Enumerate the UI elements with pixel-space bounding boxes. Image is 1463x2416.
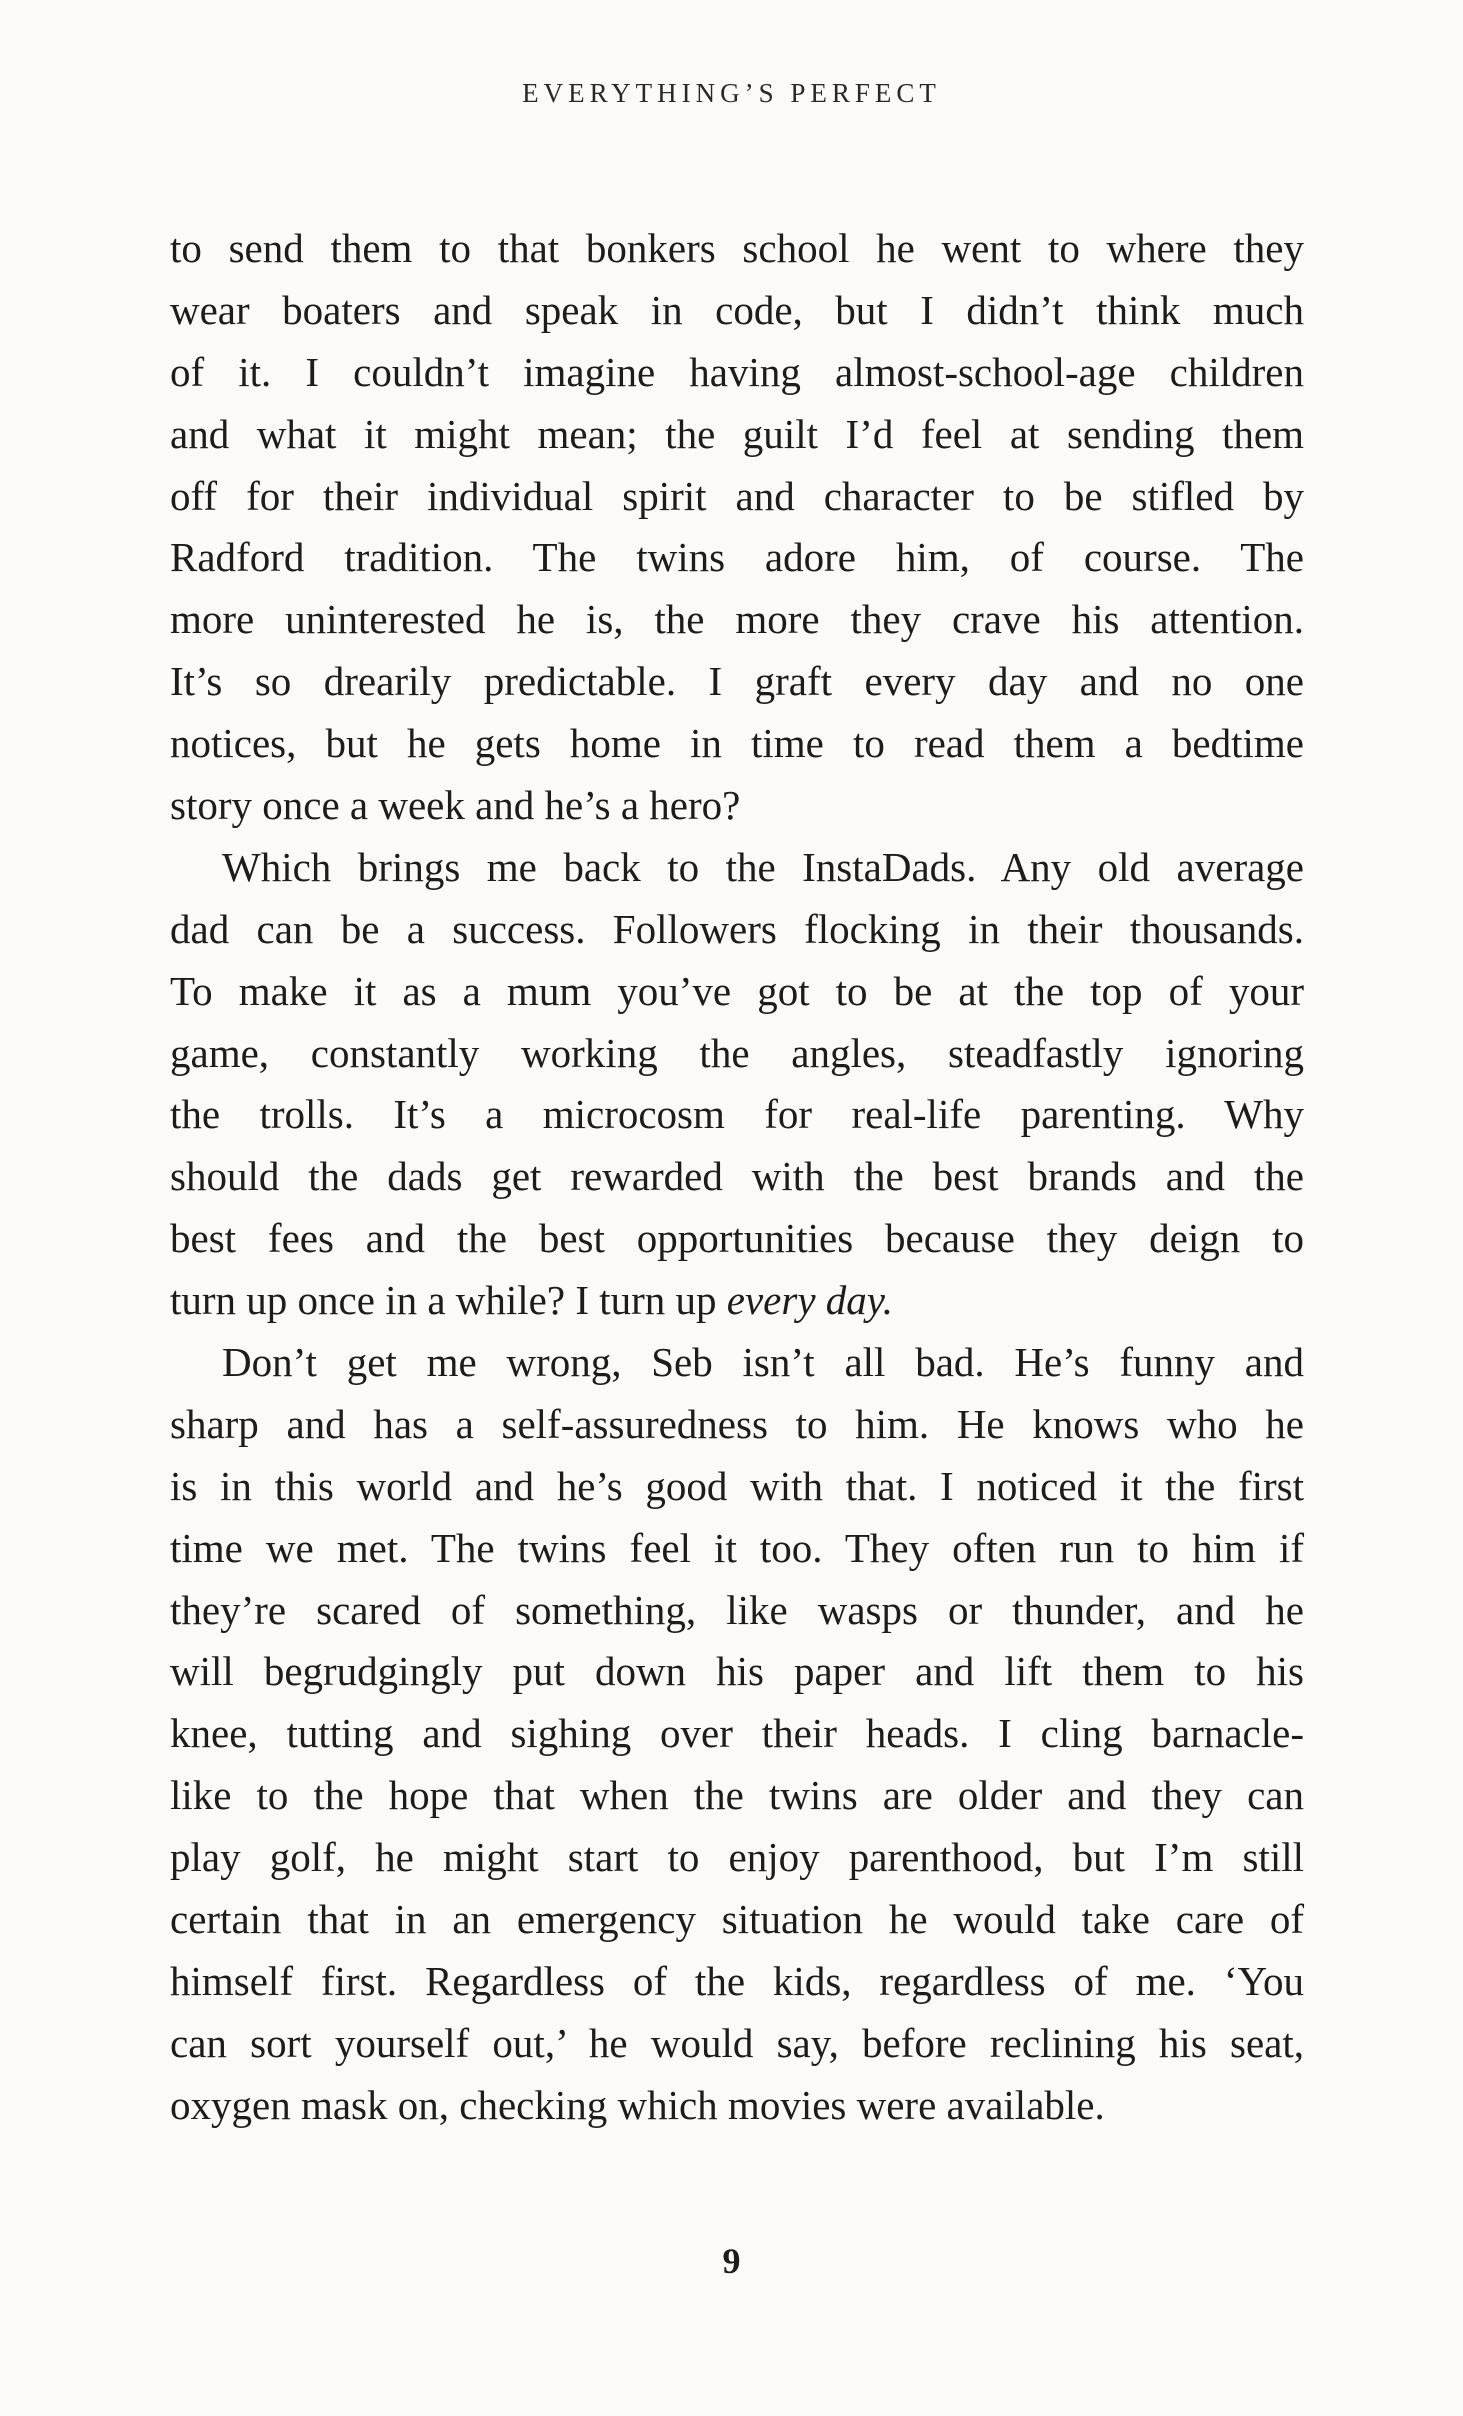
text-line: time we met. The twins feel it too. They often run to him if xyxy=(170,1524,1304,1571)
text-line: off for their individual spirit and character to be stifled by xyxy=(170,472,1304,519)
page-number: 9 xyxy=(722,2241,741,2281)
paragraph-first-line: Don’t get me wrong, Seb isn’t all bad. He’s funny and xyxy=(222,1339,1304,1386)
text-line: story once a week and he’s a hero? xyxy=(170,782,741,829)
text-line: notices, but he gets home in time to read them a bedtime xyxy=(170,720,1304,767)
text-line: oxygen mask on, checking which movies were available. xyxy=(170,2081,1105,2128)
text-line: and what it might mean; the guilt I’d feel at sending them xyxy=(170,410,1304,457)
text-line: play golf, he might start to enjoy parenthood, but I’m still xyxy=(170,1834,1304,1881)
emphasis-text: every day. xyxy=(726,1277,893,1324)
text-line: dad can be a success. Followers flocking in their thousands. xyxy=(170,905,1304,952)
text-line: To make it as a mum you’ve got to be at the top of your xyxy=(170,967,1304,1014)
text-line: they’re scared of something, like wasps or thunder, and he xyxy=(170,1586,1304,1633)
body-text xyxy=(170,218,1304,2137)
text-line: Radford tradition. The twins adore him, of course. The xyxy=(170,534,1304,581)
running-head: EVERYTHING’S PERFECT xyxy=(522,78,941,108)
text-line: will begrudgingly put down his paper and lift them to his xyxy=(170,1648,1304,1695)
text-line: can sort yourself out,’ he would say, before reclining his seat, xyxy=(170,2019,1304,2066)
text-line: to send them to that bonkers school he went to where they xyxy=(170,225,1304,271)
text-line: more uninterested he is, the more they crave his attention. xyxy=(170,596,1304,643)
text-line: himself first. Regardless of the kids, regardless of me. ‘You xyxy=(170,1957,1304,2004)
text-line: is in this world and he’s good with that. I noticed it the first xyxy=(170,1462,1304,1509)
text-line: sharp and has a self-assuredness to him. He knows who he xyxy=(170,1400,1304,1447)
text-line: wear boaters and speak in code, but I didn’t think much xyxy=(170,286,1304,333)
text-line: like to the hope that when the twins are older and they can xyxy=(170,1772,1304,1819)
text-line: It’s so drearily predictable. I graft every day and no one xyxy=(170,658,1304,705)
text-line: game, constantly working the angles, steadfastly ignoring xyxy=(170,1029,1304,1076)
text-line: knee, tutting and sighing over their heads. I cling barnacle- xyxy=(170,1710,1304,1757)
text-line-with-emphasis xyxy=(170,1270,1304,1332)
text-line: the trolls. It’s a microcosm for real-life parenting. Why xyxy=(170,1091,1304,1138)
text-line: best fees and the best opportunities because they deign to xyxy=(170,1215,1304,1262)
paragraph-first-line: Which brings me back to the InstaDads. Any old average xyxy=(222,843,1304,890)
text-run: turn up once in a while? I turn up xyxy=(170,1277,727,1324)
text-line: of it. I couldn’t imagine having almost-school-age children xyxy=(170,348,1304,395)
text-line: certain that in an emergency situation he would take care of xyxy=(170,1896,1304,1943)
text-line: should the dads get rewarded with the best brands and the xyxy=(170,1153,1304,1200)
